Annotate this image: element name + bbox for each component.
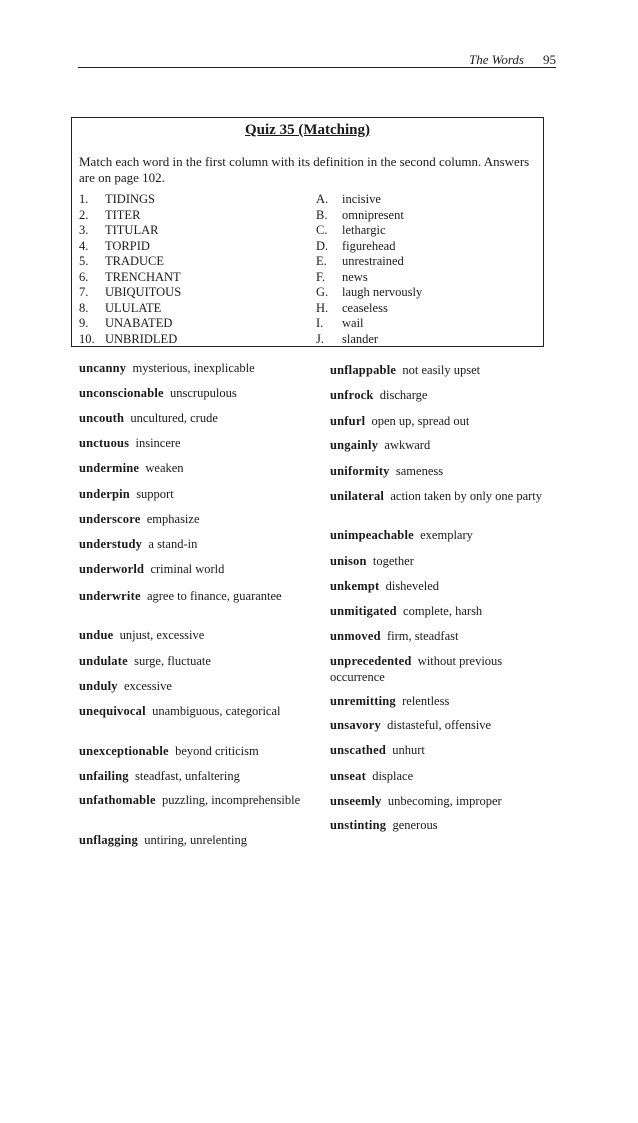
glossary-definition: sameness	[389, 464, 444, 478]
glossary-definition: untiring, unrelenting	[137, 833, 247, 847]
item-text: laugh nervously	[342, 285, 423, 299]
glossary-definition: a stand-in	[142, 537, 198, 551]
glossary-entry	[79, 627, 304, 643]
glossary-entry	[330, 413, 550, 429]
quiz-definition-item	[316, 254, 422, 270]
glossary-definition: generous	[386, 818, 438, 832]
glossary-word: unflappable	[330, 363, 397, 377]
glossary-word: unconscionable	[79, 386, 164, 400]
glossary-definition: unhurt	[385, 743, 425, 757]
glossary-word: unscathed	[330, 743, 386, 757]
quiz-definition-list	[316, 192, 422, 347]
glossary-definition: criminal world	[144, 562, 225, 576]
item-text: incisive	[342, 192, 381, 206]
quiz-word-item	[79, 208, 181, 224]
item-text: UBIQUITOUS	[105, 285, 182, 299]
quiz-word-item	[79, 223, 181, 239]
item-text: omnipresent	[342, 207, 404, 222]
item-number: 9.	[79, 316, 89, 330]
glossary-entry	[330, 742, 550, 758]
glossary-definition: distasteful, offensive	[380, 718, 492, 732]
item-number: G.	[316, 285, 329, 299]
glossary-entry	[79, 653, 304, 669]
glossary-definition: displace	[365, 769, 414, 783]
glossary-definition: relentless	[395, 694, 450, 708]
glossary-entry	[330, 463, 550, 479]
item-text: UNABATED	[105, 316, 173, 330]
glossary-entry	[79, 678, 304, 694]
glossary-definition: uncultured, crude	[124, 411, 218, 425]
glossary-entry	[79, 435, 304, 451]
glossary-definition: insincere	[129, 436, 181, 450]
item-number: 3.	[79, 223, 89, 237]
item-text: wail	[342, 316, 364, 330]
glossary-entry	[330, 768, 550, 784]
glossary-word: unfailing	[79, 769, 129, 783]
glossary-definition: unscrupulous	[163, 386, 237, 400]
glossary-word: unprecedented	[330, 654, 412, 668]
glossary-definition: action taken by only one party	[384, 489, 543, 503]
glossary-entry	[79, 768, 304, 784]
item-text: UNBRIDLED	[105, 331, 178, 346]
item-number: B.	[316, 207, 328, 222]
glossary-definition: disheveled	[379, 579, 440, 593]
glossary-word: unstinting	[330, 818, 387, 832]
item-text: TORPID	[105, 238, 150, 253]
glossary-entry	[330, 603, 550, 619]
glossary-entry	[330, 578, 550, 594]
glossary-entry	[79, 511, 304, 527]
glossary-word: undulate	[79, 654, 128, 668]
quiz-word-item	[79, 285, 181, 301]
glossary-definition: mysterious, inexplicable	[126, 361, 255, 375]
quiz-word-item	[79, 316, 181, 332]
glossary-word: unmitigated	[330, 604, 397, 618]
glossary-word: understudy	[79, 537, 143, 551]
glossary-entry	[330, 527, 550, 543]
quiz-word-item	[79, 192, 181, 208]
glossary-entry	[330, 362, 550, 378]
item-number: I.	[316, 316, 324, 330]
glossary-entry	[330, 387, 550, 403]
glossary-entry	[79, 460, 304, 476]
glossary-entry	[330, 793, 550, 809]
glossary-word: unflagging	[79, 833, 138, 847]
glossary-entry	[79, 561, 304, 577]
item-number: 1.	[79, 192, 89, 206]
glossary-word: unfathomable	[79, 793, 156, 807]
item-number: 8.	[79, 300, 89, 315]
glossary-definition: beyond criticism	[168, 744, 259, 758]
item-text: TRENCHANT	[105, 269, 181, 284]
glossary-word: ungainly	[330, 438, 379, 452]
glossary-entry	[330, 693, 550, 709]
glossary-entry	[79, 832, 304, 848]
item-text: unrestrained	[342, 254, 404, 268]
glossary-entry	[330, 628, 550, 644]
glossary-definition: unbecoming, improper	[381, 794, 502, 808]
glossary-word: unkempt	[330, 579, 380, 593]
running-header	[78, 52, 556, 68]
glossary-definition: unambiguous, categorical	[145, 704, 281, 718]
item-number: D.	[316, 238, 329, 253]
glossary-definition: complete, harsh	[396, 604, 483, 618]
glossary-definition: agree to finance, guarantee	[140, 589, 282, 603]
quiz-word-item	[79, 270, 181, 286]
quiz-definition-item	[316, 239, 422, 255]
glossary-definition: discharge	[373, 388, 428, 402]
page-number: 95	[543, 52, 556, 67]
glossary-word: underwrite	[79, 589, 141, 603]
glossary-definition: firm, steadfast	[380, 629, 459, 643]
glossary-word: unmoved	[330, 629, 381, 643]
item-number: 2.	[79, 207, 89, 222]
glossary-definition: awkward	[378, 438, 431, 452]
quiz-word-item	[79, 239, 181, 255]
item-number: E.	[316, 254, 327, 268]
glossary-definition: unjust, excessive	[113, 628, 205, 642]
glossary-entry	[79, 360, 304, 376]
quiz-title: Quiz 35 (Matching)	[245, 122, 370, 138]
glossary-word: unimpeachable	[330, 528, 414, 542]
glossary-word: unsavory	[330, 718, 381, 732]
glossary-definition: exemplary	[413, 528, 473, 542]
glossary-entry	[79, 486, 304, 502]
item-text: news	[342, 269, 368, 284]
item-text: ULULATE	[105, 300, 162, 315]
glossary-entry	[79, 385, 304, 401]
item-text: figurehead	[342, 238, 396, 253]
glossary-entry	[330, 553, 550, 569]
glossary-word: uncanny	[79, 361, 127, 375]
glossary-word: unseat	[330, 769, 366, 783]
glossary-entry	[330, 717, 550, 733]
glossary-definition: emphasize	[140, 512, 200, 526]
glossary-definition: weaken	[139, 461, 184, 475]
glossary-word: unexceptionable	[79, 744, 169, 758]
item-number: 4.	[79, 238, 89, 253]
glossary-definition: without previous occurrence	[330, 654, 503, 684]
glossary-definition: open up, spread out	[365, 414, 470, 428]
glossary-word: unctuous	[79, 436, 130, 450]
quiz-instructions: Match each word in the first column with its definition in the second column. Answers are on page 102.	[79, 154, 530, 185]
glossary-definition: puzzling, incomprehensible	[155, 793, 301, 807]
glossary-word: undue	[79, 628, 114, 642]
glossary-definition: surge, fluctuate	[127, 654, 211, 668]
glossary-word: unseemly	[330, 794, 382, 808]
quiz-definition-item	[316, 208, 422, 224]
glossary-word: unfurl	[330, 414, 366, 428]
glossary-word: undermine	[79, 461, 140, 475]
quiz-definition-item	[316, 301, 422, 317]
glossary-entry	[79, 703, 304, 719]
glossary-definition: not easily upset	[396, 363, 481, 377]
item-number: H.	[316, 300, 329, 315]
glossary-definition: together	[366, 554, 414, 568]
item-number: F.	[316, 269, 326, 284]
quiz-definition-item	[316, 270, 422, 286]
running-title: The Words	[468, 52, 524, 67]
glossary-word: unison	[330, 554, 367, 568]
item-number: 5.	[79, 254, 89, 268]
glossary-entry	[79, 536, 304, 552]
glossary-entry	[330, 653, 550, 685]
glossary-definition: excessive	[117, 679, 172, 693]
item-text: TRADUCE	[105, 254, 165, 268]
item-text: TITULAR	[105, 223, 159, 237]
glossary-entry	[330, 437, 550, 453]
quiz-box	[71, 117, 544, 347]
quiz-definition-item	[316, 192, 422, 208]
item-number: J.	[316, 331, 324, 346]
item-text: lethargic	[342, 223, 386, 237]
item-text: TIDINGS	[105, 192, 155, 206]
glossary-word: underscore	[79, 512, 141, 526]
item-text: ceaseless	[342, 300, 388, 315]
quiz-word-item	[79, 332, 181, 348]
item-text: slander	[342, 331, 379, 346]
item-number: 7.	[79, 285, 89, 299]
glossary-definition: steadfast, unfaltering	[128, 769, 240, 783]
header-rule	[78, 67, 556, 68]
item-number: 10.	[79, 331, 95, 346]
quiz-definition-item	[316, 285, 422, 301]
quiz-definition-item	[316, 223, 422, 239]
glossary-word: uniformity	[330, 464, 390, 478]
glossary-word: underworld	[79, 562, 145, 576]
quiz-definition-item	[316, 316, 422, 332]
quiz-word-item	[79, 301, 181, 317]
glossary-word: underpin	[79, 487, 130, 501]
item-text: TITER	[105, 207, 141, 222]
glossary-entry	[330, 817, 550, 833]
quiz-word-item	[79, 254, 181, 270]
quiz-word-list	[79, 192, 181, 347]
item-number: 6.	[79, 269, 89, 284]
glossary-entry	[79, 792, 304, 808]
item-number: C.	[316, 223, 328, 237]
glossary-word: unremitting	[330, 694, 396, 708]
glossary-word: unilateral	[330, 489, 385, 503]
glossary-word: unduly	[79, 679, 118, 693]
glossary-word: uncouth	[79, 411, 125, 425]
glossary-word: unequivocal	[79, 704, 146, 718]
glossary-entry	[79, 588, 304, 604]
item-number: A.	[316, 192, 329, 206]
glossary-word: unfrock	[330, 388, 374, 402]
glossary-entry	[330, 488, 550, 504]
glossary-entry	[79, 410, 304, 426]
glossary-entry	[79, 743, 304, 759]
glossary-definition: support	[129, 487, 174, 501]
quiz-definition-item	[316, 332, 422, 348]
